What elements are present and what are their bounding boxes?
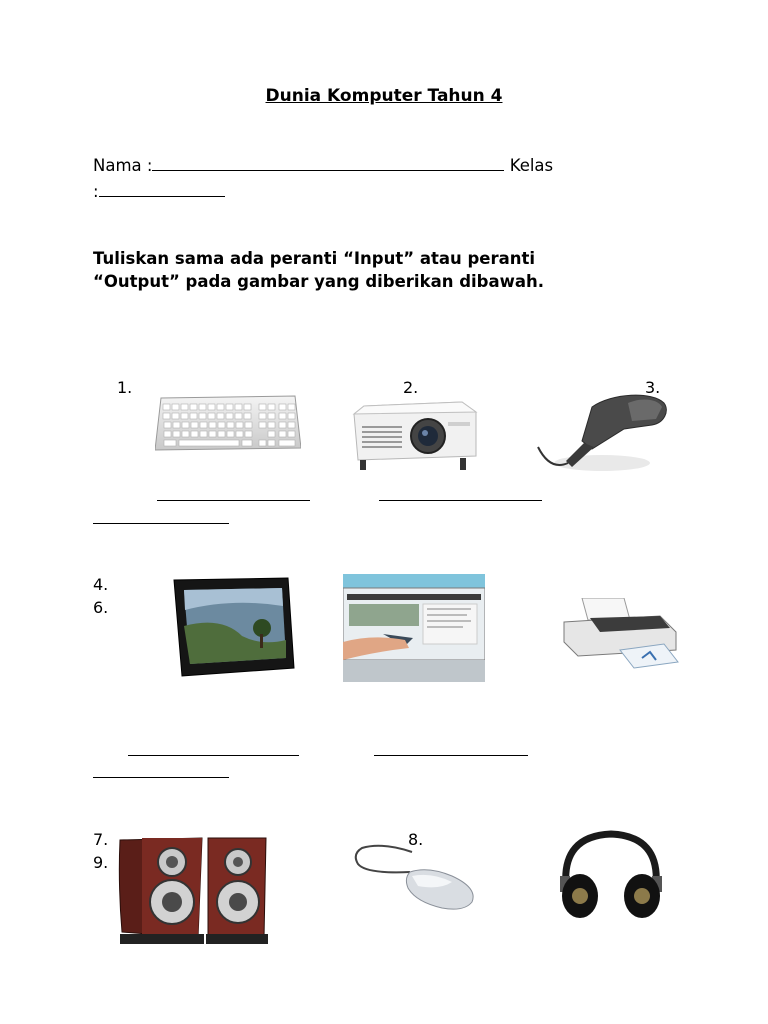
answer-line-2[interactable] — [379, 500, 542, 501]
class-row — [93, 181, 225, 203]
answer-line-1[interactable] — [157, 500, 310, 501]
answer-line-5[interactable] — [374, 755, 528, 756]
page-title: Dunia Komputer Tahun 4 — [265, 86, 503, 106]
class-colon: : — [93, 182, 99, 201]
name-label: Nama : — [93, 156, 153, 175]
answer-line-4[interactable] — [128, 755, 299, 756]
touchscreen-monitor-icon — [343, 574, 485, 682]
name-row — [93, 155, 553, 177]
speakers-icon — [112, 834, 270, 946]
item-number-6: 6. — [93, 598, 109, 617]
mouse-icon — [352, 842, 480, 912]
item-number-2: 2. — [403, 378, 419, 397]
item-number-3: 3. — [645, 378, 661, 397]
projector-icon — [352, 398, 478, 476]
item-number-7: 7. — [93, 830, 109, 849]
name-field[interactable] — [152, 156, 504, 171]
tablet-icon — [162, 576, 296, 678]
headphones-icon — [552, 830, 670, 926]
item-number-9: 9. — [93, 853, 109, 872]
class-field[interactable] — [99, 182, 225, 197]
answer-line-3[interactable] — [93, 523, 229, 524]
instruction-line-1: Tuliskan sama ada peranti “Input” atau peranti — [93, 249, 536, 268]
item-number-8: 8. — [408, 830, 424, 849]
item-number-1: 1. — [117, 378, 133, 397]
instruction-line-2: “Output” pada gambar yang diberikan dibawah. — [93, 272, 544, 291]
barcode-scanner-icon — [532, 385, 672, 477]
class-label: Kelas — [509, 156, 554, 175]
keyboard-icon — [155, 394, 301, 452]
printer-icon — [560, 598, 680, 670]
item-number-4: 4. — [93, 575, 109, 594]
answer-line-6[interactable] — [93, 777, 229, 778]
